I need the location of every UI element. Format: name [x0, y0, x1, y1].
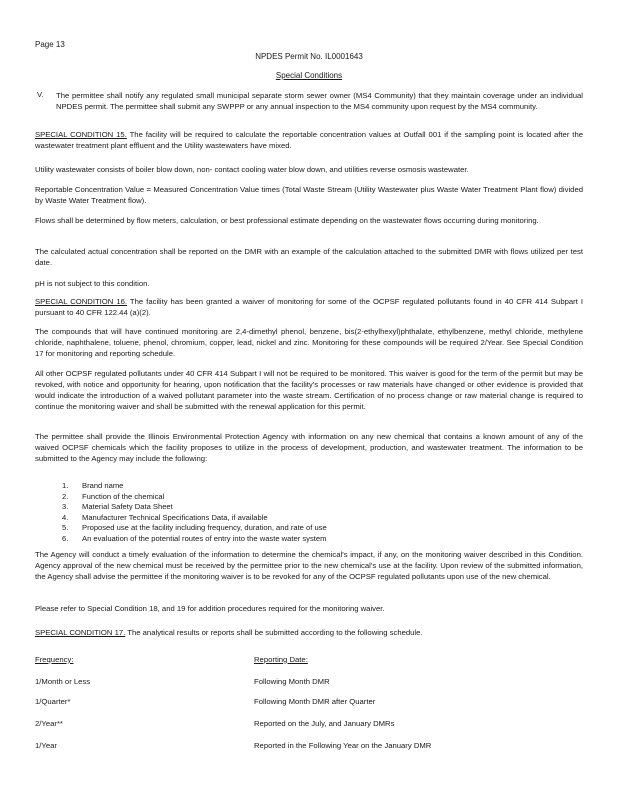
permit-number: NPDES Permit No. IL0001643: [255, 52, 363, 61]
calculated-paragraph: The calculated actual concentration shall be reported on the DMR with an example of the calculation attached to the submitted DMR with flows utilized per test date.: [35, 247, 583, 267]
schedule-frequency: 1/Month or Less: [35, 676, 91, 686]
information-list: [62, 481, 327, 545]
list-item: 6. An evaluation of the potential routes of entry into the waste water system: [62, 533, 327, 543]
special-condition-17-text: The analytical results or reports shall be submitted according to the following schedule.: [125, 628, 423, 637]
schedule-reporting: Following Month DMR: [254, 676, 330, 686]
schedule-frequency: 1/Quarter*: [35, 696, 71, 706]
schedule-reporting: Reported on the July, and January DMRs: [254, 718, 395, 728]
section-title: Special Conditions: [275, 71, 343, 80]
special-condition-15: [35, 129, 583, 151]
frequency-header: Frequency:: [35, 654, 74, 664]
special-condition-16: [35, 296, 583, 318]
special-condition-15-label: SPECIAL CONDITION 15.: [35, 130, 127, 139]
ph-paragraph: pH is not subject to this condition.: [35, 279, 150, 288]
schedule-frequency: 2/Year**: [35, 718, 63, 728]
page-number: Page 13: [35, 40, 65, 49]
schedule-reporting: Reported in the Following Year on the January DMR: [254, 740, 432, 750]
provide-info-paragraph: The permittee shall provide the Illinois Environmental Protection Agency with information on any new chemical that contains a known amount of any of the waived OCPSF chemicals which the facility proposes to utilize in the process of development, production, and wastewater treatment. The information to be submitted to the Agency may include the following:: [35, 432, 583, 463]
schedule-frequency: 1/Year: [35, 740, 57, 750]
compounds-paragraph: The compounds that will have continued monitoring are 2,4-dimethyl phenol, benzene, bis(2-ethylhexyl)phthalate, ethylbenzene, methyl chloride, methylene chloride, naphthalene, toluene, phenol, chromium, copper, lead, nickel and zinc. Monitoring for these compounds will be required 2/Year. See Special Condition 17 for monitoring and reporting schedule.: [35, 327, 583, 358]
special-condition-16-text: The facility has been granted a waiver of monitoring for some of the OCPSF regulated pollutants found in 40 CFR 414 Subpart I pursuant to 40 CFR 122.44 (a)(2).: [35, 297, 583, 317]
special-condition-15-text: The facility will be required to calculate the reportable concentration values at Outfall 001 if the sampling point is located after the wastewater treatment plant effluent and the Utility wastewaters have mixed.: [35, 130, 583, 150]
agency-evaluation-paragraph: The Agency will conduct a timely evaluation of the information to determine the chemical's impact, if any, on the monitoring waiver described in this Condition. Agency approval of the new chemical must be received by the permittee prior to the new chemical's use at the facility. Upon review of the submitted information, the Agency shall advise the permittee if the monitoring waiver is to be revoked for any of the OCPSF regulated pollutants upon use of the new chemical.: [35, 550, 583, 581]
special-condition-16-label: SPECIAL CONDITION 16.: [35, 297, 128, 306]
list-item: 2. Function of the chemical: [62, 491, 165, 501]
waiver-paragraph: All other OCPSF regulated pollutants under 40 CFR 414 Subpart I will not be required to be monitored. This waiver is good for the term of the permit but may be revoked, with notice and opportunity for hearing, upon notification that the facility's processes or raw materials have changed or other evidence is provided that would indicate the introduction of a waived pollutant parameter into the waste stream. Certification of no process change or raw material change is required to continue the monitoring waiver and shall be submitted with the renewal application for this permit.: [35, 369, 583, 411]
refer-paragraph: Please refer to Special Condition 18, and 19 for addition procedures required for the monitoring waiver.: [35, 604, 385, 613]
special-condition-17-label: SPECIAL CONDITION 17.: [35, 628, 126, 637]
list-item: 1. Brand name: [62, 481, 124, 490]
formula-paragraph: Reportable Concentration Value = Measured Concentration Value times (Total Waste Stream (Utility Wastewater plus Waste Water Treatment Plant flow) divided by Waste Water Treatment flow).: [35, 185, 583, 205]
utility-paragraph: Utility wastewater consists of boiler blow down, non- contact cooling water blow down, and utilities reverse osmosis wastewater.: [35, 165, 469, 174]
schedule-reporting: Following Month DMR after Quarter: [254, 696, 376, 706]
reporting-date-header: Reporting Date:: [254, 654, 308, 664]
para-v-label: V.: [37, 90, 44, 99]
flows-paragraph: Flows shall be determined by flow meters, calculation, or best professional estimate depending on the wastewater flows occurring during monitoring.: [35, 216, 539, 225]
special-condition-17: [35, 627, 583, 638]
list-item: 3. Material Safety Data Sheet: [62, 502, 173, 512]
para-v-text: The permittee shall notify any regulated small municipal separate storm sewer owner (MS4 Community) that they maintain coverage under an individual NPDES permit. The permittee shall submit any SWPPP or any annual inspection to the MS4 community upon request by the MS4 community.: [56, 91, 583, 111]
list-item: 4. Manufacturer Technical Specifications Data, if available: [62, 512, 268, 522]
list-item: 5. Proposed use at the facility including frequency, duration, and rate of use: [62, 523, 327, 533]
